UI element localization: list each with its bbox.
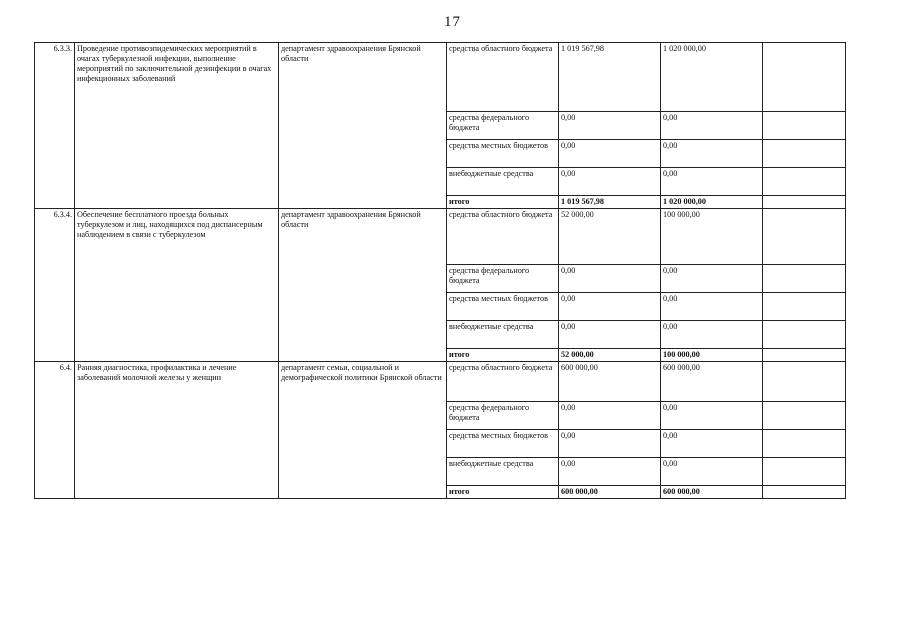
- total-label: итого: [447, 485, 559, 498]
- source-label: средства областного бюджета: [447, 361, 559, 401]
- value-cell: 0,00: [559, 292, 661, 320]
- value-cell: 1 019 567,98: [559, 43, 661, 112]
- table-row: [35, 361, 846, 401]
- item-name: Обеспечение бесплатного проезда больных туберкулезом и лиц, находящихся под диспансерным наблюдением в связи с туберкулезом: [75, 208, 279, 361]
- item-executor: департамент семьи, социальной и демографической политики Брянской области: [279, 361, 447, 498]
- empty-cell: [763, 348, 846, 361]
- empty-cell: [763, 140, 846, 168]
- value-cell: 0,00: [559, 401, 661, 429]
- empty-cell: [763, 485, 846, 498]
- value-cell: 0,00: [661, 112, 763, 140]
- value-cell: 600 000,00: [559, 361, 661, 401]
- source-label: внебюджетные средства: [447, 320, 559, 348]
- value-cell: 0,00: [661, 168, 763, 196]
- source-label: средства местных бюджетов: [447, 429, 559, 457]
- total-value: 1 020 000,00: [661, 196, 763, 209]
- total-value: 52 000,00: [559, 348, 661, 361]
- item-executor: департамент здравоохранения Брянской области: [279, 208, 447, 361]
- empty-cell: [763, 196, 846, 209]
- source-label: средства федерального бюджета: [447, 264, 559, 292]
- value-cell: 0,00: [661, 401, 763, 429]
- item-code: 6.3.4.: [35, 208, 75, 361]
- value-cell: 0,00: [661, 320, 763, 348]
- value-cell: 0,00: [559, 264, 661, 292]
- item-executor: департамент здравоохранения Брянской области: [279, 43, 447, 209]
- budget-table: [34, 42, 846, 499]
- empty-cell: [763, 457, 846, 485]
- total-value: 100 000,00: [661, 348, 763, 361]
- total-value: 600 000,00: [559, 485, 661, 498]
- value-cell: 1 020 000,00: [661, 43, 763, 112]
- empty-cell: [763, 292, 846, 320]
- source-label: средства федерального бюджета: [447, 112, 559, 140]
- total-label: итого: [447, 196, 559, 209]
- value-cell: 0,00: [559, 320, 661, 348]
- source-label: средства местных бюджетов: [447, 140, 559, 168]
- item-name: Ранняя диагностика, профилактика и лечение заболеваний молочной железы у женщин: [75, 361, 279, 498]
- value-cell: 600 000,00: [661, 361, 763, 401]
- total-value: 1 019 567,98: [559, 196, 661, 209]
- source-label: средства федерального бюджета: [447, 401, 559, 429]
- empty-cell: [763, 112, 846, 140]
- empty-cell: [763, 208, 846, 264]
- empty-cell: [763, 264, 846, 292]
- value-cell: 0,00: [661, 264, 763, 292]
- empty-cell: [763, 320, 846, 348]
- source-label: средства областного бюджета: [447, 43, 559, 112]
- value-cell: 0,00: [661, 457, 763, 485]
- empty-cell: [763, 429, 846, 457]
- table-row: [35, 208, 846, 264]
- item-code: 6.3.3.: [35, 43, 75, 209]
- value-cell: 100 000,00: [661, 208, 763, 264]
- empty-cell: [763, 361, 846, 401]
- source-label: средства местных бюджетов: [447, 292, 559, 320]
- item-code: 6.4.: [35, 361, 75, 498]
- empty-cell: [763, 168, 846, 196]
- page-number: 17: [444, 14, 461, 30]
- value-cell: 52 000,00: [559, 208, 661, 264]
- value-cell: 0,00: [661, 292, 763, 320]
- total-value: 600 000,00: [661, 485, 763, 498]
- table-row: [35, 43, 846, 112]
- empty-cell: [763, 43, 846, 112]
- total-label: итого: [447, 348, 559, 361]
- item-name: Проведение противоэпидемических мероприятий в очагах туберкулезной инфекции, выполнение мероприятий по заключительной дезинфекции в очагах инфекционных заболеваний: [75, 43, 279, 209]
- value-cell: 0,00: [661, 429, 763, 457]
- value-cell: 0,00: [559, 429, 661, 457]
- value-cell: 0,00: [559, 112, 661, 140]
- value-cell: 0,00: [559, 457, 661, 485]
- value-cell: 0,00: [661, 140, 763, 168]
- source-label: внебюджетные средства: [447, 457, 559, 485]
- source-label: средства областного бюджета: [447, 208, 559, 264]
- value-cell: 0,00: [559, 168, 661, 196]
- value-cell: 0,00: [559, 140, 661, 168]
- empty-cell: [763, 401, 846, 429]
- source-label: внебюджетные средства: [447, 168, 559, 196]
